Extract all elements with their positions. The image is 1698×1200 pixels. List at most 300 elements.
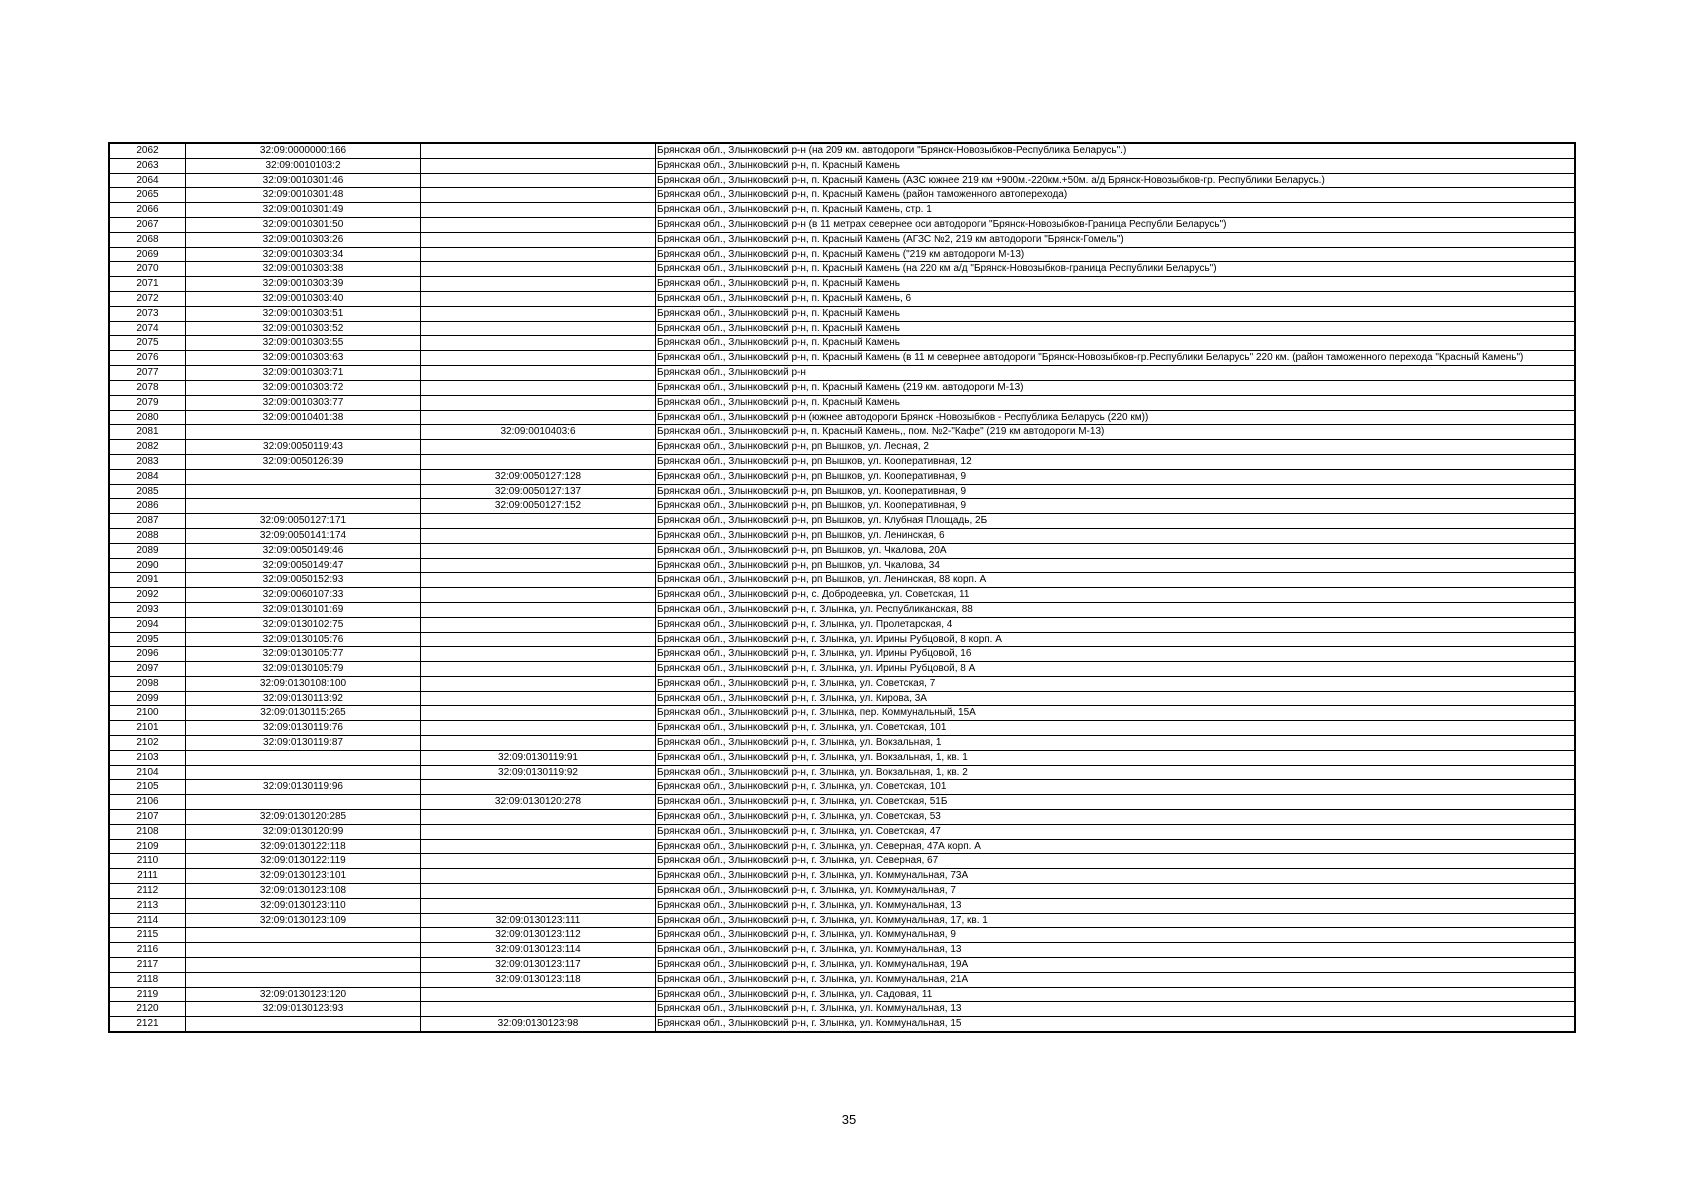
premises-number-cell xyxy=(421,1002,656,1017)
table-row xyxy=(110,543,1575,558)
row-number-cell: 2078 xyxy=(110,380,186,395)
premises-number-cell: 32:09:0130123:98 xyxy=(421,1017,656,1032)
cadastral-number-cell: 32:09:0050119:43 xyxy=(186,440,421,455)
table-row xyxy=(110,780,1575,795)
cadastral-number-cell xyxy=(186,765,421,780)
table-row xyxy=(110,558,1575,573)
address-cell: Брянская обл., Злынковский р-н, г. Злынка, ул. Северная, 47А корп. А xyxy=(656,839,1575,854)
table-row xyxy=(110,528,1575,543)
row-number-cell: 2104 xyxy=(110,765,186,780)
cadastral-number-cell: 32:09:0050126:39 xyxy=(186,454,421,469)
cadastral-number-cell xyxy=(186,750,421,765)
premises-number-cell xyxy=(421,810,656,825)
address-cell: Брянская обл., Злынковский р-н, г. Злынка, ул. Ирины Рубцовой, 8 корп. А xyxy=(656,632,1575,647)
table-row xyxy=(110,484,1575,499)
cadastral-number-cell xyxy=(186,425,421,440)
premises-number-cell xyxy=(421,336,656,351)
cadastral-number-cell: 32:09:0130119:87 xyxy=(186,736,421,751)
premises-number-cell xyxy=(421,632,656,647)
address-cell: Брянская обл., Злынковский р-н, п. Красный Камень (район таможенного автоперехода) xyxy=(656,188,1575,203)
cadastral-number-cell: 32:09:0130119:96 xyxy=(186,780,421,795)
table-row xyxy=(110,972,1575,987)
cadastral-number-cell: 32:09:0000000:166 xyxy=(186,144,421,159)
address-cell: Брянская обл., Злынковский р-н, г. Злынка, ул. Ирины Рубцовой, 16 xyxy=(656,647,1575,662)
table-row xyxy=(110,676,1575,691)
table-row xyxy=(110,306,1575,321)
address-cell: Брянская обл., Злынковский р-н, рп Вышков, ул. Ленинская, 6 xyxy=(656,528,1575,543)
premises-number-cell xyxy=(421,602,656,617)
address-cell: Брянская обл., Злынковский р-н, рп Вышков, ул. Кооперативная, 9 xyxy=(656,499,1575,514)
premises-number-cell xyxy=(421,617,656,632)
premises-number-cell xyxy=(421,573,656,588)
address-cell: Брянская обл., Злынковский р-н (в 11 метрах севернее оси автодороги "Брянск-Новозыбков-Граница Республи Беларусь") xyxy=(656,217,1575,232)
cadastral-number-cell: 32:09:0010303:72 xyxy=(186,380,421,395)
cadastral-number-cell: 32:09:0010303:39 xyxy=(186,277,421,292)
row-number-cell: 2072 xyxy=(110,291,186,306)
row-number-cell: 2063 xyxy=(110,158,186,173)
table-row xyxy=(110,854,1575,869)
cadastral-number-cell: 32:09:0050127:171 xyxy=(186,514,421,529)
row-number-cell: 2095 xyxy=(110,632,186,647)
cadastral-number-cell: 32:09:0130123:110 xyxy=(186,898,421,913)
row-number-cell: 2066 xyxy=(110,203,186,218)
row-number-cell: 2062 xyxy=(110,144,186,159)
table-row xyxy=(110,1002,1575,1017)
row-number-cell: 2109 xyxy=(110,839,186,854)
premises-number-cell xyxy=(421,173,656,188)
address-cell: Брянская обл., Злынковский р-н, п. Красный Камень xyxy=(656,336,1575,351)
premises-number-cell: 32:09:0130123:114 xyxy=(421,943,656,958)
cadastral-number-cell: 32:09:0130119:76 xyxy=(186,721,421,736)
cadastral-number-cell: 32:09:0010103:2 xyxy=(186,158,421,173)
address-cell: Брянская обл., Злынковский р-н, п. Красный Камень xyxy=(656,158,1575,173)
premises-number-cell xyxy=(421,454,656,469)
table-row xyxy=(110,943,1575,958)
premises-number-cell xyxy=(421,987,656,1002)
address-cell: Брянская обл., Злынковский р-н, г. Злынка, ул. Советская, 47 xyxy=(656,824,1575,839)
premises-number-cell xyxy=(421,247,656,262)
premises-number-cell xyxy=(421,558,656,573)
table-body xyxy=(110,144,1575,1032)
address-cell: Брянская обл., Злынковский р-н, г. Злынка, ул. Коммунальная, 9 xyxy=(656,928,1575,943)
premises-number-cell xyxy=(421,410,656,425)
table-row xyxy=(110,247,1575,262)
cadastral-number-cell xyxy=(186,484,421,499)
cadastral-number-cell: 32:09:0010301:46 xyxy=(186,173,421,188)
cadastral-number-cell xyxy=(186,1017,421,1032)
table-row xyxy=(110,839,1575,854)
row-number-cell: 2088 xyxy=(110,528,186,543)
premises-number-cell: 32:09:0130123:111 xyxy=(421,913,656,928)
address-cell: Брянская обл., Злынковский р-н, г. Злынка, ул. Северная, 67 xyxy=(656,854,1575,869)
premises-number-cell xyxy=(421,691,656,706)
premises-number-cell xyxy=(421,514,656,529)
premises-number-cell xyxy=(421,366,656,381)
address-cell: Брянская обл., Злынковский р-н, п. Красный Камень (219 км. автодороги М-13) xyxy=(656,380,1575,395)
table-row xyxy=(110,173,1575,188)
row-number-cell: 2094 xyxy=(110,617,186,632)
cadastral-number-cell: 32:09:0010301:49 xyxy=(186,203,421,218)
premises-number-cell xyxy=(421,706,656,721)
premises-number-cell: 32:09:0130120:278 xyxy=(421,795,656,810)
row-number-cell: 2075 xyxy=(110,336,186,351)
table-row xyxy=(110,366,1575,381)
cadastral-number-cell: 32:09:0010303:34 xyxy=(186,247,421,262)
cadastral-number-cell: 32:09:0130105:76 xyxy=(186,632,421,647)
table-row xyxy=(110,928,1575,943)
address-cell: Брянская обл., Злынковский р-н, рп Вышков, ул. Чкалова, 34 xyxy=(656,558,1575,573)
table-row xyxy=(110,321,1575,336)
cadastral-number-cell: 32:09:0130101:69 xyxy=(186,602,421,617)
premises-number-cell xyxy=(421,543,656,558)
row-number-cell: 2115 xyxy=(110,928,186,943)
address-cell: Брянская обл., Злынковский р-н, п. Красный Камень xyxy=(656,277,1575,292)
cadastral-number-cell: 32:09:0060107:33 xyxy=(186,588,421,603)
row-number-cell: 2093 xyxy=(110,602,186,617)
address-cell: Брянская обл., Злынковский р-н, г. Злынка, ул. Коммунальная, 13 xyxy=(656,898,1575,913)
premises-number-cell xyxy=(421,217,656,232)
cadastral-number-cell: 32:09:0130105:77 xyxy=(186,647,421,662)
table-row xyxy=(110,351,1575,366)
cadastral-number-cell: 32:09:0130105:79 xyxy=(186,662,421,677)
row-number-cell: 2102 xyxy=(110,736,186,751)
address-cell: Брянская обл., Злынковский р-н, п. Красный Камень (в 11 м севернее автодороги "Брянск-Новозыбков-гр.Республики Беларусь" 220 км. (район таможенного перехода "Красный Камень") xyxy=(656,351,1575,366)
table-row xyxy=(110,454,1575,469)
premises-number-cell xyxy=(421,277,656,292)
table-row xyxy=(110,588,1575,603)
premises-number-cell: 32:09:0050127:137 xyxy=(421,484,656,499)
address-cell: Брянская обл., Злынковский р-н, г. Злынка, ул. Коммунальная, 73А xyxy=(656,869,1575,884)
row-number-cell: 2101 xyxy=(110,721,186,736)
premises-number-cell xyxy=(421,676,656,691)
row-number-cell: 2068 xyxy=(110,232,186,247)
address-cell: Брянская обл., Злынковский р-н, г. Злынка, ул. Коммунальная, 19А xyxy=(656,958,1575,973)
row-number-cell: 2076 xyxy=(110,351,186,366)
cadastral-number-cell: 32:09:0050149:47 xyxy=(186,558,421,573)
table-row xyxy=(110,440,1575,455)
cadastral-number-cell: 32:09:0010303:38 xyxy=(186,262,421,277)
table-row xyxy=(110,869,1575,884)
cadastral-number-cell: 32:09:0130115:265 xyxy=(186,706,421,721)
page-number: 35 xyxy=(841,1112,857,1127)
premises-number-cell xyxy=(421,528,656,543)
table-row xyxy=(110,144,1575,159)
premises-number-cell xyxy=(421,824,656,839)
row-number-cell: 2082 xyxy=(110,440,186,455)
row-number-cell: 2085 xyxy=(110,484,186,499)
address-cell: Брянская обл., Злынковский р-н, п. Красный Камень (АГЗС №2, 219 км автодороги "Брянск-Гомель") xyxy=(656,232,1575,247)
premises-number-cell: 32:09:0130119:92 xyxy=(421,765,656,780)
cadastral-number-cell xyxy=(186,469,421,484)
table-row xyxy=(110,232,1575,247)
cadastral-number-cell: 32:09:0130113:92 xyxy=(186,691,421,706)
address-cell: Брянская обл., Злынковский р-н, г. Злынка, ул. Коммунальная, 21А xyxy=(656,972,1575,987)
row-number-cell: 2080 xyxy=(110,410,186,425)
address-cell: Брянская обл., Злынковский р-н, г. Злынка, ул. Кирова, 3А xyxy=(656,691,1575,706)
table-row xyxy=(110,765,1575,780)
address-cell: Брянская обл., Злынковский р-н, п. Красный Камень (на 220 км а/д "Брянск-Новозыбков-граница Республики Беларусь") xyxy=(656,262,1575,277)
cadastral-number-cell: 32:09:0050141:174 xyxy=(186,528,421,543)
row-number-cell: 2114 xyxy=(110,913,186,928)
premises-number-cell xyxy=(421,306,656,321)
address-cell: Брянская обл., Злынковский р-н, г. Злынка, ул. Коммунальная, 15 xyxy=(656,1017,1575,1032)
premises-number-cell xyxy=(421,736,656,751)
address-cell: Брянская обл., Злынковский р-н, п. Красный Камень, стр. 1 xyxy=(656,203,1575,218)
cadastral-number-cell: 32:09:0010303:26 xyxy=(186,232,421,247)
cadastral-number-cell: 32:09:0010301:50 xyxy=(186,217,421,232)
table-row xyxy=(110,721,1575,736)
premises-number-cell xyxy=(421,440,656,455)
cadastral-number-cell: 32:09:0130122:118 xyxy=(186,839,421,854)
table-row xyxy=(110,217,1575,232)
premises-number-cell xyxy=(421,839,656,854)
cadastral-number-cell: 32:09:0130102:75 xyxy=(186,617,421,632)
row-number-cell: 2090 xyxy=(110,558,186,573)
cadastral-number-cell: 32:09:0130123:120 xyxy=(186,987,421,1002)
address-cell: Брянская обл., Злынковский р-н, рп Вышков, ул. Клубная Площадь, 2Б xyxy=(656,514,1575,529)
table-row xyxy=(110,277,1575,292)
row-number-cell: 2083 xyxy=(110,454,186,469)
premises-number-cell xyxy=(421,884,656,899)
cadastral-number-cell: 32:09:0050149:46 xyxy=(186,543,421,558)
address-cell: Брянская обл., Злынковский р-н, г. Злынка, ул. Советская, 101 xyxy=(656,780,1575,795)
premises-number-cell xyxy=(421,780,656,795)
cadastral-number-cell xyxy=(186,943,421,958)
address-cell: Брянская обл., Злынковский р-н, г. Злынка, ул. Коммунальная, 7 xyxy=(656,884,1575,899)
premises-number-cell: 32:09:0050127:128 xyxy=(421,469,656,484)
row-number-cell: 2117 xyxy=(110,958,186,973)
address-cell: Брянская обл., Злынковский р-н, г. Злынка, ул. Советская, 7 xyxy=(656,676,1575,691)
premises-number-cell xyxy=(421,898,656,913)
row-number-cell: 2098 xyxy=(110,676,186,691)
cadastral-number-cell: 32:09:0010303:71 xyxy=(186,366,421,381)
table-row xyxy=(110,795,1575,810)
row-number-cell: 2118 xyxy=(110,972,186,987)
premises-number-cell xyxy=(421,647,656,662)
premises-number-cell xyxy=(421,395,656,410)
row-number-cell: 2071 xyxy=(110,277,186,292)
row-number-cell: 2070 xyxy=(110,262,186,277)
premises-number-cell xyxy=(421,144,656,159)
premises-number-cell: 32:09:0130123:117 xyxy=(421,958,656,973)
row-number-cell: 2064 xyxy=(110,173,186,188)
row-number-cell: 2100 xyxy=(110,706,186,721)
table-row xyxy=(110,706,1575,721)
address-cell: Брянская обл., Злынковский р-н, п. Красный Камень, 6 xyxy=(656,291,1575,306)
table-row xyxy=(110,425,1575,440)
premises-number-cell xyxy=(421,721,656,736)
row-number-cell: 2110 xyxy=(110,854,186,869)
address-cell: Брянская обл., Злынковский р-н, г. Злынка, ул. Вокзальная, 1 xyxy=(656,736,1575,751)
table-row xyxy=(110,514,1575,529)
address-cell: Брянская обл., Злынковский р-н, г. Злынка, ул. Коммунальная, 17, кв. 1 xyxy=(656,913,1575,928)
address-cell: Брянская обл., Злынковский р-н, г. Злынка, ул. Коммунальная, 13 xyxy=(656,1002,1575,1017)
address-cell: Брянская обл., Злынковский р-н, г. Злынка, ул. Ирины Рубцовой, 8 А xyxy=(656,662,1575,677)
table-row xyxy=(110,1017,1575,1032)
table-row xyxy=(110,602,1575,617)
row-number-cell: 2084 xyxy=(110,469,186,484)
row-number-cell: 2081 xyxy=(110,425,186,440)
address-cell: Брянская обл., Злынковский р-н, п. Красный Камень,, пом. №2-"Кафе" (219 км автодороги М-13) xyxy=(656,425,1575,440)
table-row xyxy=(110,958,1575,973)
cadastral-number-cell: 32:09:0010303:63 xyxy=(186,351,421,366)
premises-number-cell xyxy=(421,380,656,395)
table-row xyxy=(110,632,1575,647)
cadastral-number-cell xyxy=(186,958,421,973)
address-cell: Брянская обл., Злынковский р-н, рп Вышков, ул. Ленинская, 88 корп. А xyxy=(656,573,1575,588)
row-number-cell: 2087 xyxy=(110,514,186,529)
row-number-cell: 2121 xyxy=(110,1017,186,1032)
cadastral-number-cell: 32:09:0010401:38 xyxy=(186,410,421,425)
cadastral-number-cell: 32:09:0130123:109 xyxy=(186,913,421,928)
table-row xyxy=(110,410,1575,425)
address-cell: Брянская обл., Злынковский р-н, рп Вышков, ул. Лесная, 2 xyxy=(656,440,1575,455)
table-row xyxy=(110,736,1575,751)
row-number-cell: 2091 xyxy=(110,573,186,588)
address-cell: Брянская обл., Злынковский р-н, г. Злынка, ул. Пролетарская, 4 xyxy=(656,617,1575,632)
cadastral-number-cell: 32:09:0050152:93 xyxy=(186,573,421,588)
row-number-cell: 2116 xyxy=(110,943,186,958)
row-number-cell: 2074 xyxy=(110,321,186,336)
cadastral-number-cell: 32:09:0010303:51 xyxy=(186,306,421,321)
row-number-cell: 2086 xyxy=(110,499,186,514)
row-number-cell: 2073 xyxy=(110,306,186,321)
address-cell: Брянская обл., Злынковский р-н, п. Красный Камень (АЗС южнее 219 км +900м.-220км.+50м. а/д Брянск-Новозыбков-гр. Республики Беларусь.) xyxy=(656,173,1575,188)
address-cell: Брянская обл., Злынковский р-н, рп Вышков, ул. Кооперативная, 12 xyxy=(656,454,1575,469)
premises-number-cell: 32:09:0130123:112 xyxy=(421,928,656,943)
address-cell: Брянская обл., Злынковский р-н, г. Злынка, ул. Коммунальная, 13 xyxy=(656,943,1575,958)
cadastral-number-cell: 32:09:0130123:108 xyxy=(186,884,421,899)
table-row xyxy=(110,884,1575,899)
premises-number-cell xyxy=(421,854,656,869)
address-cell: Брянская обл., Злынковский р-н, п. Красный Камень ("219 км автодороги М-13) xyxy=(656,247,1575,262)
address-cell: Брянская обл., Злынковский р-н, г. Злынка, ул. Советская, 101 xyxy=(656,721,1575,736)
table-row xyxy=(110,188,1575,203)
cadastral-number-cell: 32:09:0010303:40 xyxy=(186,291,421,306)
cadastral-number-cell: 32:09:0130120:99 xyxy=(186,824,421,839)
row-number-cell: 2067 xyxy=(110,217,186,232)
table-row xyxy=(110,898,1575,913)
cadastral-number-cell: 32:09:0130108:100 xyxy=(186,676,421,691)
row-number-cell: 2089 xyxy=(110,543,186,558)
table-row xyxy=(110,987,1575,1002)
address-cell: Брянская обл., Злынковский р-н, рп Вышков, ул. Чкалова, 20А xyxy=(656,543,1575,558)
premises-number-cell xyxy=(421,188,656,203)
row-number-cell: 2105 xyxy=(110,780,186,795)
address-cell: Брянская обл., Злынковский р-н, г. Злынка, ул. Советская, 51Б xyxy=(656,795,1575,810)
cadastral-number-cell: 32:09:0130120:285 xyxy=(186,810,421,825)
premises-number-cell: 32:09:0010403:6 xyxy=(421,425,656,440)
address-cell: Брянская обл., Злынковский р-н, рп Вышков, ул. Кооперативная, 9 xyxy=(656,469,1575,484)
table-row xyxy=(110,647,1575,662)
row-number-cell: 2112 xyxy=(110,884,186,899)
premises-number-cell: 32:09:0130123:118 xyxy=(421,972,656,987)
table-row xyxy=(110,617,1575,632)
table-row xyxy=(110,203,1575,218)
address-cell: Брянская обл., Злынковский р-н (южнее автодороги Брянск -Новозыбков - Республика Беларусь (220 км)) xyxy=(656,410,1575,425)
address-cell: Брянская обл., Злынковский р-н, рп Вышков, ул. Кооперативная, 9 xyxy=(656,484,1575,499)
cadastral-number-cell xyxy=(186,795,421,810)
row-number-cell: 2096 xyxy=(110,647,186,662)
row-number-cell: 2103 xyxy=(110,750,186,765)
address-cell: Брянская обл., Злынковский р-н, п. Красный Камень xyxy=(656,395,1575,410)
table-row xyxy=(110,395,1575,410)
row-number-cell: 2065 xyxy=(110,188,186,203)
table-row xyxy=(110,499,1575,514)
table-row xyxy=(110,291,1575,306)
cadastral-number-cell: 32:09:0130122:119 xyxy=(186,854,421,869)
address-cell: Брянская обл., Злынковский р-н, п. Красный Камень xyxy=(656,321,1575,336)
table-row xyxy=(110,810,1575,825)
row-number-cell: 2113 xyxy=(110,898,186,913)
address-cell: Брянская обл., Злынковский р-н, п. Красный Камень xyxy=(656,306,1575,321)
address-cell: Брянская обл., Злынковский р-н (на 209 км. автодороги "Брянск-Новозыбков-Республика Беларусь".) xyxy=(656,144,1575,159)
premises-number-cell: 32:09:0050127:152 xyxy=(421,499,656,514)
table-row xyxy=(110,380,1575,395)
table-row xyxy=(110,913,1575,928)
row-number-cell: 2097 xyxy=(110,662,186,677)
table-row xyxy=(110,750,1575,765)
row-number-cell: 2077 xyxy=(110,366,186,381)
cadastral-number-cell: 32:09:0010303:55 xyxy=(186,336,421,351)
cadastral-number-cell: 32:09:0010301:48 xyxy=(186,188,421,203)
address-cell: Брянская обл., Злынковский р-н xyxy=(656,366,1575,381)
table-row xyxy=(110,824,1575,839)
address-cell: Брянская обл., Злынковский р-н, г. Злынка, ул. Вокзальная, 1, кв. 2 xyxy=(656,765,1575,780)
premises-number-cell xyxy=(421,588,656,603)
cadastral-table xyxy=(109,143,1575,1032)
table-row xyxy=(110,573,1575,588)
table-row xyxy=(110,469,1575,484)
cadastral-number-cell: 32:09:0130123:101 xyxy=(186,869,421,884)
row-number-cell: 2099 xyxy=(110,691,186,706)
premises-number-cell xyxy=(421,321,656,336)
address-cell: Брянская обл., Злынковский р-н, с. Добродеевка, ул. Советская, 11 xyxy=(656,588,1575,603)
address-cell: Брянская обл., Злынковский р-н, г. Злынка, ул. Советская, 53 xyxy=(656,810,1575,825)
cadastral-number-cell xyxy=(186,499,421,514)
premises-number-cell xyxy=(421,291,656,306)
premises-number-cell xyxy=(421,351,656,366)
address-cell: Брянская обл., Злынковский р-н, г. Злынка, ул. Республиканская, 88 xyxy=(656,602,1575,617)
row-number-cell: 2120 xyxy=(110,1002,186,1017)
address-cell: Брянская обл., Злынковский р-н, г. Злынка, ул. Вокзальная, 1, кв. 1 xyxy=(656,750,1575,765)
row-number-cell: 2069 xyxy=(110,247,186,262)
cadastral-number-cell: 32:09:0130123:93 xyxy=(186,1002,421,1017)
cadastral-number-cell: 32:09:0010303:77 xyxy=(186,395,421,410)
cadastral-number-cell: 32:09:0010303:52 xyxy=(186,321,421,336)
premises-number-cell xyxy=(421,262,656,277)
table-row xyxy=(110,262,1575,277)
row-number-cell: 2108 xyxy=(110,824,186,839)
premises-number-cell xyxy=(421,158,656,173)
premises-number-cell xyxy=(421,203,656,218)
premises-number-cell: 32:09:0130119:91 xyxy=(421,750,656,765)
row-number-cell: 2106 xyxy=(110,795,186,810)
premises-number-cell xyxy=(421,232,656,247)
row-number-cell: 2119 xyxy=(110,987,186,1002)
row-number-cell: 2107 xyxy=(110,810,186,825)
premises-number-cell xyxy=(421,869,656,884)
premises-number-cell xyxy=(421,662,656,677)
cadastral-number-cell xyxy=(186,928,421,943)
table-row xyxy=(110,691,1575,706)
address-cell: Брянская обл., Злынковский р-н, г. Злынка, пер. Коммунальный, 15А xyxy=(656,706,1575,721)
table-row xyxy=(110,662,1575,677)
row-number-cell: 2111 xyxy=(110,869,186,884)
row-number-cell: 2079 xyxy=(110,395,186,410)
cadastral-number-cell xyxy=(186,972,421,987)
address-cell: Брянская обл., Злынковский р-н, г. Злынка, ул. Садовая, 11 xyxy=(656,987,1575,1002)
